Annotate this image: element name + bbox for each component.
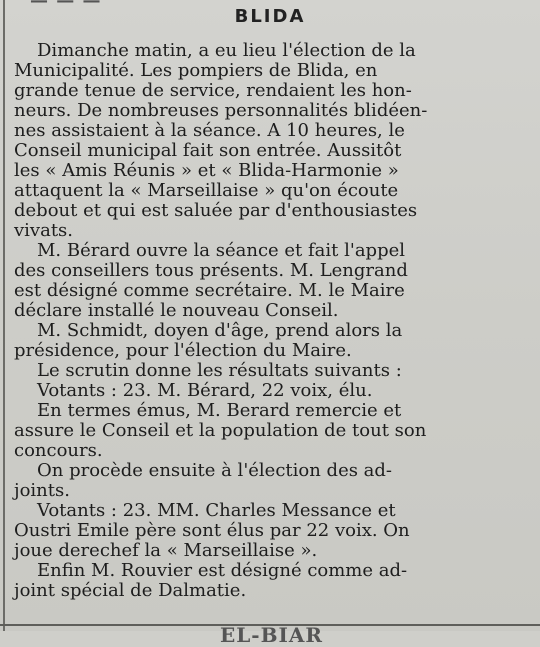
body-line: Le scrutin donne les résultats suivants : (37, 360, 402, 381)
body-line: debout et qui est saluée par d'enthousiastes (14, 200, 418, 221)
body-line: nes assistaient à la séance. A 10 heures, le (14, 120, 405, 141)
body-line: neurs. De nombreuses personnalités blidéen- (14, 100, 428, 121)
body-line: Municipalité. Les pompiers de Blida, en (14, 60, 378, 81)
body-line: M. Schmidt, doyen d'âge, prend alors la (37, 320, 403, 341)
body-line: grande tenue de service, rendaient les hon- (14, 80, 412, 101)
body-line: Conseil municipal fait son entrée. Aussitôt (14, 140, 402, 161)
body-line: des conseillers tous présents. M. Lengrand (14, 260, 408, 281)
body-line: déclare installé le nouveau Conseil. (14, 300, 339, 321)
body-line: Votants : 23. MM. Charles Messance et (37, 500, 396, 521)
body-line: En termes émus, M. Berard remercie et (37, 400, 402, 421)
column-rule-left (3, 0, 5, 631)
body-line: présidence, pour l'élection du Maire. (14, 340, 352, 361)
body-line: On procède ensuite à l'élection des ad- (37, 460, 393, 481)
cropped-previous-heading: — — — (30, 0, 102, 11)
body-line: les « Amis Réunis » et « Blida-Harmonie » (14, 160, 399, 181)
body-line: Dimanche matin, a eu lieu l'élection de la (37, 40, 416, 61)
body-line: joints. (14, 480, 70, 501)
body-line: Enfin M. Rouvier est désigné comme ad- (37, 560, 408, 581)
body-line: vivats. (14, 220, 74, 241)
body-line: M. Bérard ouvre la séance et fait l'appel (37, 240, 405, 261)
body-line: Oustri Emile père sont élus par 22 voix. On (14, 520, 410, 541)
cropped-next-heading: EL-BIAR (220, 623, 324, 647)
body-line: est désigné comme secrétaire. M. le Maire (14, 280, 405, 301)
body-line: assure le Conseil et la population de tout son (14, 420, 427, 441)
body-line: joue derechef la « Marseillaise ». (14, 540, 318, 561)
body-line: Votants : 23. M. Bérard, 22 voix, élu. (37, 380, 373, 401)
article-headline: BLIDA (234, 6, 306, 27)
body-line: attaquent la « Marseillaise » qu'on écoute (14, 180, 399, 201)
body-line: joint spécial de Dalmatie. (14, 580, 247, 601)
body-line: concours. (14, 440, 103, 461)
